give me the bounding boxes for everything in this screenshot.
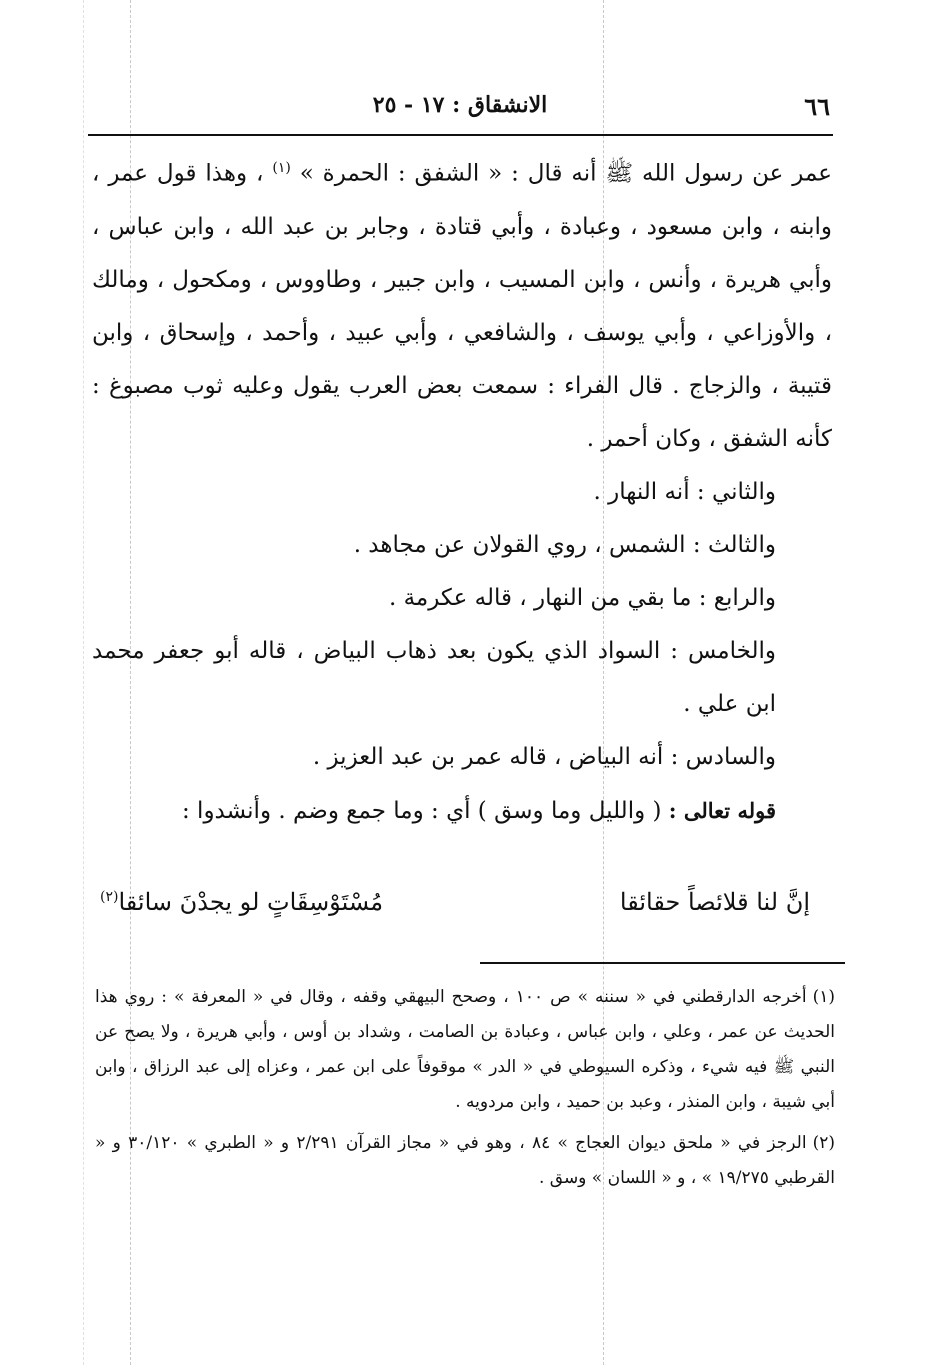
page-number: ٦٦ [804,92,830,121]
paragraph-shafaq-redness [92,142,832,466]
running-title: الانشقاق : ١٧ - ٢٥ [372,92,548,118]
paragraph-fourth-opinion: والرابع : ما بقي من النهار ، قاله عكرمة . [388,584,776,611]
footnotes [95,980,835,1202]
paragraph-verse-intro [92,784,832,838]
footnote-ref: (٢) [100,889,119,905]
paragraph-third-opinion: والثالث : الشمس ، روي القولان عن مجاهد . [353,531,776,558]
paragraph-text: ، وهذا قول عمر ، وابنه ، وابن مسعود ، وعبادة ، وأبي قتادة ، وجابر بن عبد الله ، وابن عباس ، وأبي هريرة ، وأنس ، وابن المسيب ، وابن جبير ، وطاووس ، ومكحول ، ومالك ، والأوزاعي ، وأبي يوسف ، والشافعي ، وأبي عبيد ، وأحمد ، وإسحاق ، وابن قتيبة ، والزجاج . قال الفراء : سمعت بعض العرب يقول وعليه ثوب مصبوغ : كأنه الشفق ، وكان أحمر . [92,160,832,452]
verse-hemistich-left [100,888,383,916]
footnote-text: أخرجه الدارقطني في « سننه » ص ١٠٠ ، وصحح البيهقي وقفه ، وقال في « المعرفة » : روي هذا الحديث عن عمر ، وعلي ، وابن عباس ، وعبادة بن الصامت ، وشداد بن أوس ، وأبي هريرة ، ولا يصح عن النبي ﷺ فيه شيء ، وذكره السيوطي في « الدر » موقوفاً على ابن عمر ، وعزاه إلى عبد الرزاق ، وابن أبي شيبة ، وابن المنذر ، وعبد بن حميد ، وابن مردويه . [95,987,835,1112]
header-rule [88,134,833,136]
paragraph-second-opinion: والثاني : أنه النهار . [593,478,776,505]
verse-hemistich-text: مُسْتَوْسِقَاتٍ لو يجدْنَ سائقا [118,888,384,916]
verse-hemistich-right: إنَّ لنا قلائصاً حقائقا [619,888,810,916]
verse-lead: قوله تعالى : [668,797,776,823]
footnote-number: (١) [812,987,835,1007]
footnote-2 [95,1126,835,1196]
scan-fold-line [83,0,84,1365]
footnote-ref: (١) [272,160,291,176]
paragraph-fifth-opinion: والخامس : السواد الذي يكون بعد ذهاب البياض ، قاله أبو جعفر محمد ابن علي . [92,637,776,717]
main-text [92,142,832,838]
paragraph-text: ( والليل وما وسق ) أي : وما جمع وضم . وأنشدوا : [182,797,662,824]
footnote-separator [480,962,845,964]
paragraph-sixth-opinion: والسادس : أنه البياض ، قاله عمر بن عبد العزيز . [312,743,776,770]
paragraph-text: عمر عن رسول الله ﷺ أنه قال : « الشفق : الحمرة » [299,160,833,187]
page-header [90,92,830,128]
footnote-text: الرجز في « ملحق ديوان العجاج » ٨٤ ، وهو في « مجاز القرآن ٢/٢٩١ و « الطبري » ٣٠/١٢٠ و « القرطبي ١٩/٢٧٥ » ، و « اللسان » وسق . [95,1133,835,1188]
footnote-number: (٢) [812,1133,835,1153]
poetry-verse [100,888,810,938]
footnote-1 [95,980,835,1120]
